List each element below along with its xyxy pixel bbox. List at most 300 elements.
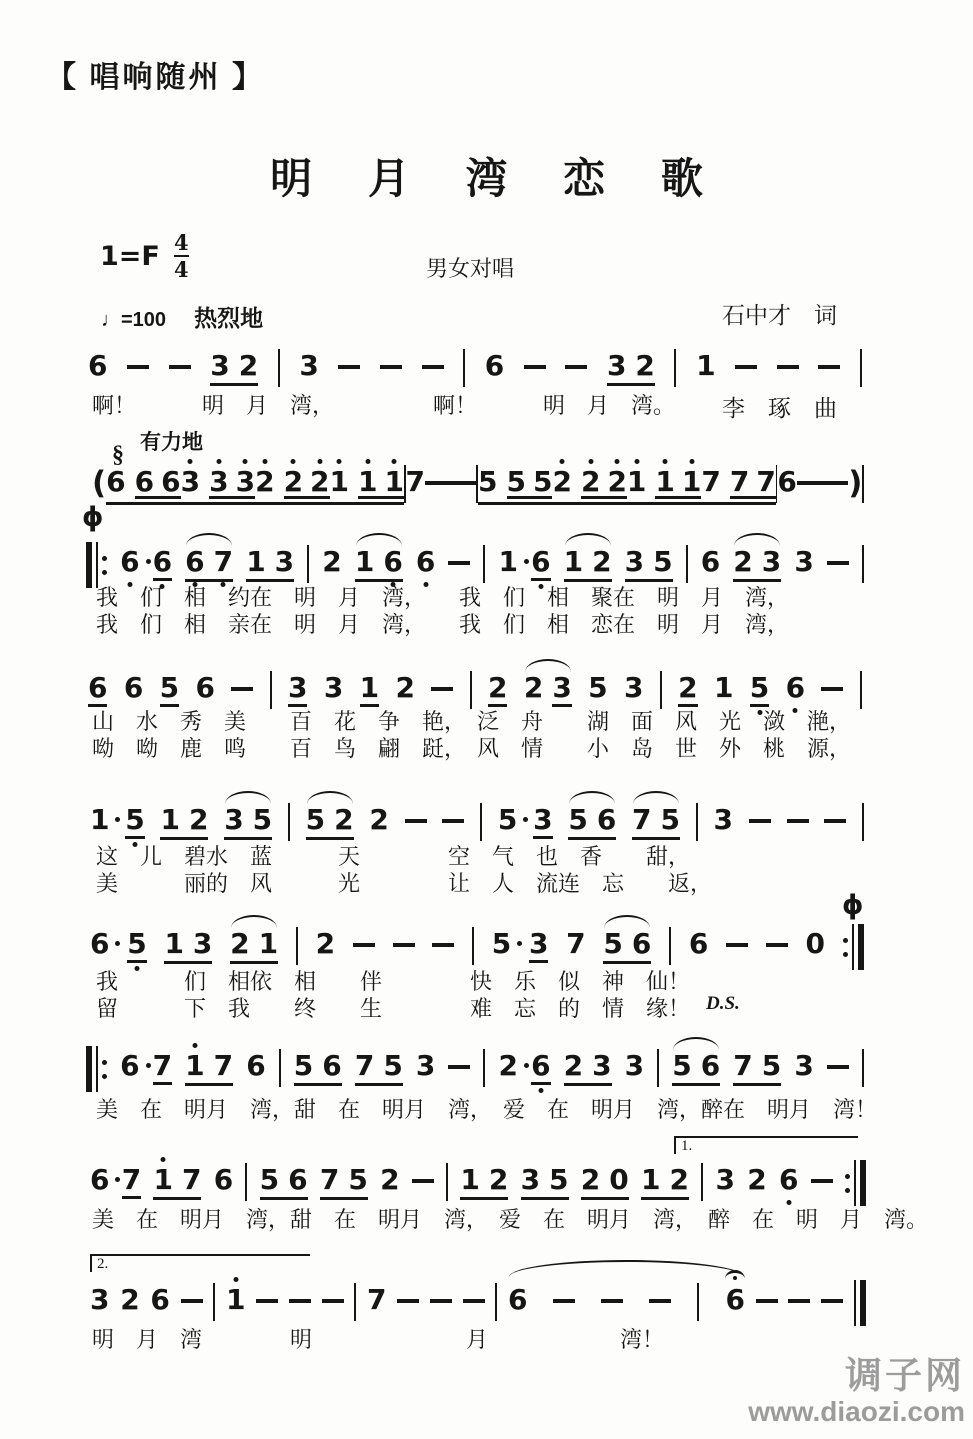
note xyxy=(700,545,721,578)
note-digit: 2 xyxy=(334,803,354,836)
note xyxy=(761,1049,782,1082)
thick-bar xyxy=(860,1160,866,1206)
note xyxy=(323,671,344,704)
note-digit: 1 xyxy=(225,1283,246,1316)
note-digit: 6 xyxy=(531,545,551,578)
note-digit: 3 xyxy=(713,803,733,836)
note xyxy=(213,1163,234,1196)
lyrics-row: 呦 呦 鹿 鸣 百 鸟 翩 跹， 风 情 小 岛 世 外 桃 源， xyxy=(92,736,852,761)
octave-dot-above xyxy=(663,459,668,464)
octave-dot-above xyxy=(188,459,193,464)
note xyxy=(354,545,375,578)
note-digit: 6 xyxy=(777,465,797,498)
note-digit: 2 xyxy=(322,545,342,578)
note-digit: 7 xyxy=(405,465,426,498)
note-digit: 3 xyxy=(180,465,201,498)
note-digit: 1 xyxy=(359,671,380,704)
beam-group xyxy=(283,465,330,499)
beam-group xyxy=(185,1049,234,1086)
note xyxy=(319,1163,340,1196)
note-digit: 1 xyxy=(246,545,266,578)
octave-dot-above xyxy=(243,459,248,464)
note-digit: 3 xyxy=(606,349,627,382)
note-digit: 2 xyxy=(369,803,389,836)
note xyxy=(729,465,750,498)
barline xyxy=(213,1283,215,1321)
beam-group xyxy=(733,1049,782,1086)
song-title: 明 月 湾 恋 歌 xyxy=(270,155,725,202)
octave-dot-above xyxy=(262,459,267,464)
note-digit: 5 xyxy=(761,1049,782,1082)
expression-mark: 热烈地 xyxy=(194,305,264,331)
note-digit: 5 xyxy=(491,927,512,960)
note xyxy=(288,1163,308,1196)
note-digit: 2 xyxy=(395,671,415,704)
duration-dash xyxy=(787,819,809,823)
note xyxy=(531,1049,551,1085)
slur-arc xyxy=(356,533,402,546)
beam-group xyxy=(230,927,279,964)
duration-dash xyxy=(827,1065,849,1069)
octave-dot-above xyxy=(161,1157,166,1162)
note xyxy=(563,1049,584,1082)
note-digit: 3 xyxy=(274,545,295,578)
repeat-end-sign xyxy=(845,1160,866,1206)
time-signature xyxy=(174,232,189,280)
note xyxy=(623,671,644,704)
beam-group xyxy=(626,465,702,505)
beam-group xyxy=(580,465,627,499)
note xyxy=(90,1163,110,1196)
note xyxy=(210,349,230,382)
note-digit: 5 xyxy=(383,1049,403,1082)
note-digit: 5 xyxy=(749,671,770,704)
barline xyxy=(480,803,482,841)
note xyxy=(121,1163,142,1199)
final-barline xyxy=(854,1280,866,1326)
music-line-1 xyxy=(88,349,862,394)
duration-dash xyxy=(777,365,799,369)
publisher-stamp: 【 唱响随州 】 xyxy=(46,61,265,94)
note xyxy=(246,1049,266,1082)
note-digit: 5 xyxy=(672,1049,692,1082)
note-digit: 2 xyxy=(552,465,572,498)
note xyxy=(696,349,716,382)
repeat-dots xyxy=(102,1060,107,1079)
note-digit: 1 xyxy=(713,671,734,704)
augmentation-dot xyxy=(115,941,120,946)
thick-bar xyxy=(86,1046,92,1092)
note-digit: 6 xyxy=(507,1283,528,1316)
note xyxy=(678,671,698,707)
beam-group xyxy=(354,1049,403,1086)
note xyxy=(358,465,378,498)
note xyxy=(607,465,627,498)
note-digit: 7 xyxy=(213,1049,234,1082)
note xyxy=(120,1283,140,1316)
note-digit: 6 xyxy=(778,1163,799,1196)
note xyxy=(164,927,184,960)
note xyxy=(255,465,275,498)
note xyxy=(478,465,498,498)
note-digit: 3 xyxy=(715,1163,735,1196)
note xyxy=(106,465,126,498)
octave-dot-above xyxy=(560,459,565,464)
note xyxy=(274,545,295,578)
note-digit: 6 xyxy=(383,545,403,578)
note xyxy=(188,803,209,836)
note-digit: 7 xyxy=(756,465,776,498)
duration-dash xyxy=(463,1299,485,1303)
note xyxy=(259,1163,280,1196)
duration-dash xyxy=(422,365,444,369)
beam-group xyxy=(106,465,181,505)
note xyxy=(209,465,229,498)
duration-dash xyxy=(824,819,846,823)
duration-dash xyxy=(726,943,748,947)
note-digit: 5 xyxy=(653,545,673,578)
note-digit: 2 xyxy=(607,465,627,498)
note-digit: 6 xyxy=(246,1049,266,1082)
note-digit: 6 xyxy=(484,349,505,382)
duration-dash xyxy=(814,481,831,485)
duration-dash xyxy=(181,1299,203,1303)
duration-dash xyxy=(397,1299,419,1303)
note-digit: 2 xyxy=(498,1049,519,1082)
duration-dash xyxy=(432,943,454,947)
duration-dash xyxy=(393,943,415,947)
octave-dot-above xyxy=(588,459,593,464)
beam-group xyxy=(729,465,776,499)
slur-arc xyxy=(569,791,615,804)
octave-dot-below xyxy=(786,1200,791,1205)
beam-group xyxy=(305,803,354,840)
beam-group xyxy=(164,927,213,964)
slur-arc xyxy=(225,791,271,804)
watermark-site-url: www.diaozi.com xyxy=(748,1395,965,1427)
note xyxy=(568,803,588,836)
duration-dash xyxy=(231,687,253,691)
metronome-mark: ♩=100 xyxy=(101,309,167,331)
note xyxy=(749,671,770,707)
barline xyxy=(278,349,280,387)
duration-dash xyxy=(797,481,814,485)
note-digit: 6 xyxy=(415,545,436,578)
key-signature xyxy=(100,232,189,280)
note xyxy=(531,545,551,581)
note-digit: 3 xyxy=(761,545,782,578)
note-digit: 6 xyxy=(90,1163,110,1196)
barline xyxy=(696,803,698,841)
note xyxy=(88,671,108,707)
note-digit: 2 xyxy=(238,349,259,382)
duration-dash xyxy=(553,1299,575,1303)
note xyxy=(181,1163,202,1196)
volta-bracket-1 xyxy=(674,1136,858,1154)
note-digit: 5 xyxy=(305,803,326,836)
note xyxy=(125,803,145,839)
thin-bar xyxy=(854,1160,856,1206)
note-digit: 6 xyxy=(88,349,108,382)
note xyxy=(631,927,652,960)
note-digit: 2 xyxy=(669,1163,689,1196)
beam-group xyxy=(209,465,256,499)
note xyxy=(152,545,173,581)
note xyxy=(120,545,140,578)
note xyxy=(592,545,612,578)
note-digit: 1 xyxy=(460,1163,480,1196)
note xyxy=(195,671,215,704)
note xyxy=(761,545,782,578)
lyrics-row: 山 水 秀 美 百 花 争 艳， 泛 舟 湖 面 风 光 潋 滟， xyxy=(92,709,852,734)
note xyxy=(624,545,645,578)
note-digit: 5 xyxy=(125,803,145,836)
octave-dot-above xyxy=(233,1277,238,1282)
note xyxy=(713,803,733,836)
note xyxy=(794,545,814,578)
thick-bar xyxy=(860,1280,866,1326)
note xyxy=(315,927,336,960)
note xyxy=(127,927,147,963)
note-digit: 1 xyxy=(160,803,180,836)
note xyxy=(497,803,518,836)
note xyxy=(88,349,108,382)
note xyxy=(299,349,319,382)
note xyxy=(334,803,354,836)
lyrics-row: 美 在 明月 湾，甜 在 明月 湾， 爱 在 明月 湾， 醉 在 明 月 湾。 xyxy=(92,1207,929,1232)
note-digit: 2 xyxy=(120,1283,140,1316)
duration-dash xyxy=(430,1299,452,1303)
note-digit: 3 xyxy=(209,465,229,498)
barline xyxy=(463,349,465,387)
note-digit: 2 xyxy=(635,349,655,382)
parenthesis: ( xyxy=(92,465,107,501)
barline xyxy=(860,349,862,387)
note xyxy=(369,803,389,836)
note xyxy=(700,1049,721,1082)
note xyxy=(152,1049,173,1085)
note-digit: 6 xyxy=(596,803,617,836)
repeat-dots xyxy=(102,556,107,575)
note xyxy=(588,671,608,704)
barline xyxy=(660,671,662,709)
note-digit: 5 xyxy=(532,465,553,498)
note xyxy=(635,349,655,382)
note-digit: 3 xyxy=(224,803,244,836)
duration-dash xyxy=(811,1179,833,1183)
note xyxy=(283,465,304,498)
note xyxy=(488,671,508,707)
note-digit: 1 xyxy=(655,465,675,498)
beam-group xyxy=(552,465,627,505)
lyrics-row: 美 在 明月 湾，甜 在 明月 湾， 爱 在 明月 湾，醉在 明月 湾！ xyxy=(96,1097,878,1122)
segno-icon: § xyxy=(112,442,124,468)
note xyxy=(305,803,326,836)
beam-group xyxy=(672,1049,721,1086)
duration-dash xyxy=(353,943,375,947)
lyrics-row: 我 们 相 亲在 明 月 湾， 我 们 相 恋在 明 月 湾， xyxy=(96,612,790,637)
note xyxy=(354,1049,375,1082)
note-digit: 6 xyxy=(120,1049,140,1082)
note-digit: 2 xyxy=(380,1163,400,1196)
beam-group xyxy=(153,1163,202,1200)
note-digit: 2 xyxy=(563,1049,584,1082)
barline xyxy=(296,927,298,965)
note-digit: 6 xyxy=(88,671,108,704)
barline xyxy=(495,1283,497,1321)
note xyxy=(778,1163,799,1196)
note xyxy=(632,803,652,836)
note xyxy=(484,349,505,382)
note-digit: 7 xyxy=(213,545,234,578)
note xyxy=(606,349,627,382)
octave-dot-above xyxy=(317,459,322,464)
duration-dash xyxy=(380,365,402,369)
note xyxy=(715,1163,735,1196)
note xyxy=(777,465,797,498)
duration-dash xyxy=(821,687,843,691)
note-digit: 2 xyxy=(230,927,250,960)
rest-note xyxy=(609,1163,629,1196)
note xyxy=(161,465,181,498)
note xyxy=(225,1283,246,1316)
note xyxy=(523,671,544,704)
note-digit: 6 xyxy=(700,545,721,578)
note-digit: 2 xyxy=(733,545,753,578)
duration-dash xyxy=(827,561,849,565)
note xyxy=(150,1283,170,1316)
note-digit: 3 xyxy=(210,349,230,382)
note-digit: 1 xyxy=(90,803,110,836)
note xyxy=(733,1049,753,1082)
barline xyxy=(657,1049,659,1087)
duration-dash xyxy=(649,1299,671,1303)
beam-group xyxy=(506,465,553,499)
note xyxy=(641,1163,661,1196)
note-digit: 7 xyxy=(366,1283,387,1316)
slur-arc xyxy=(673,1037,719,1050)
watermark-site-name: 调子网 xyxy=(845,1355,965,1396)
coda-icon: ϕ xyxy=(82,502,104,533)
slur-arc xyxy=(565,533,611,546)
duration-dash xyxy=(431,687,453,691)
repeat-dots xyxy=(843,938,848,957)
beam-group xyxy=(603,927,652,964)
note-digit: 6 xyxy=(161,465,181,498)
note-digit: 3 xyxy=(415,1049,436,1082)
note-digit: 7 xyxy=(319,1163,340,1196)
intro-expression-mark: 有力地 xyxy=(140,431,203,454)
note-digit: 5 xyxy=(478,465,498,498)
note xyxy=(383,545,403,578)
note-digit: 1 xyxy=(258,927,279,960)
note xyxy=(624,1049,645,1082)
beam-group xyxy=(246,545,295,582)
note xyxy=(660,803,681,836)
volta-label: 2. xyxy=(97,1256,109,1272)
coda-icon: ϕ xyxy=(842,890,864,921)
note xyxy=(395,671,415,704)
note-digit: 5 xyxy=(603,927,623,960)
note xyxy=(90,803,110,836)
lyrics-row: 留 下 我 终 生 难 忘 的 情 缘！ xyxy=(96,996,691,1021)
note-digit: 2 xyxy=(488,671,508,704)
note xyxy=(224,803,244,836)
barline xyxy=(288,803,290,841)
music-line-5 xyxy=(90,803,864,848)
octave-dot-above xyxy=(337,459,342,464)
duration-dash xyxy=(338,365,360,369)
beam-group xyxy=(354,545,403,582)
note xyxy=(733,545,753,578)
note-digit: 7 xyxy=(701,465,721,498)
note xyxy=(528,927,549,963)
note-digit: 5 xyxy=(506,465,526,498)
note xyxy=(681,465,702,498)
augmentation-dot xyxy=(115,1177,120,1182)
note xyxy=(213,545,234,578)
thick-bar xyxy=(86,542,92,588)
note xyxy=(532,465,553,498)
note-digit: 6 xyxy=(688,927,709,960)
beam-group xyxy=(134,465,181,499)
credits xyxy=(722,238,837,455)
note-digit: 2 xyxy=(580,1163,601,1196)
note xyxy=(384,465,404,498)
duration-dash xyxy=(821,1299,843,1303)
note xyxy=(288,671,308,707)
volta-bracket-2 xyxy=(90,1254,310,1272)
note xyxy=(756,465,776,498)
augmentation-dot xyxy=(146,1063,151,1068)
duration-dash xyxy=(756,1299,778,1303)
slur-arc xyxy=(734,533,780,546)
beam-group xyxy=(580,1163,629,1200)
note-digit: 3 xyxy=(623,671,644,704)
augmentation-dot xyxy=(115,817,120,822)
note xyxy=(134,465,155,498)
beam-group xyxy=(478,465,553,505)
duration-dash xyxy=(322,1299,344,1303)
thin-bar xyxy=(854,1280,856,1326)
barline xyxy=(245,1163,247,1201)
note-digit: 6 xyxy=(134,465,155,498)
music-line-7 xyxy=(86,1049,864,1094)
beam-group xyxy=(358,465,404,499)
time-signature-top: 4 xyxy=(174,230,189,255)
octave-dot-above xyxy=(392,459,397,464)
barline xyxy=(270,671,272,709)
barline xyxy=(279,1049,281,1087)
note-digit: 6 xyxy=(725,1283,745,1316)
beam-group xyxy=(568,803,617,840)
note xyxy=(520,1163,541,1196)
note-digit: 2 xyxy=(310,465,330,498)
note xyxy=(626,465,647,498)
beam-group xyxy=(632,803,681,840)
note-digit: 5 xyxy=(497,803,518,836)
composer-credit: 李 琢 曲 xyxy=(722,396,837,421)
note xyxy=(160,803,180,836)
note xyxy=(246,545,266,578)
duration-dash xyxy=(831,481,848,485)
note xyxy=(669,1163,689,1196)
duration-dash xyxy=(735,365,757,369)
note-digit: 6 xyxy=(123,671,144,704)
beam-group xyxy=(523,671,572,707)
beam-group xyxy=(224,803,273,840)
note-digit: 3 xyxy=(90,1283,110,1316)
